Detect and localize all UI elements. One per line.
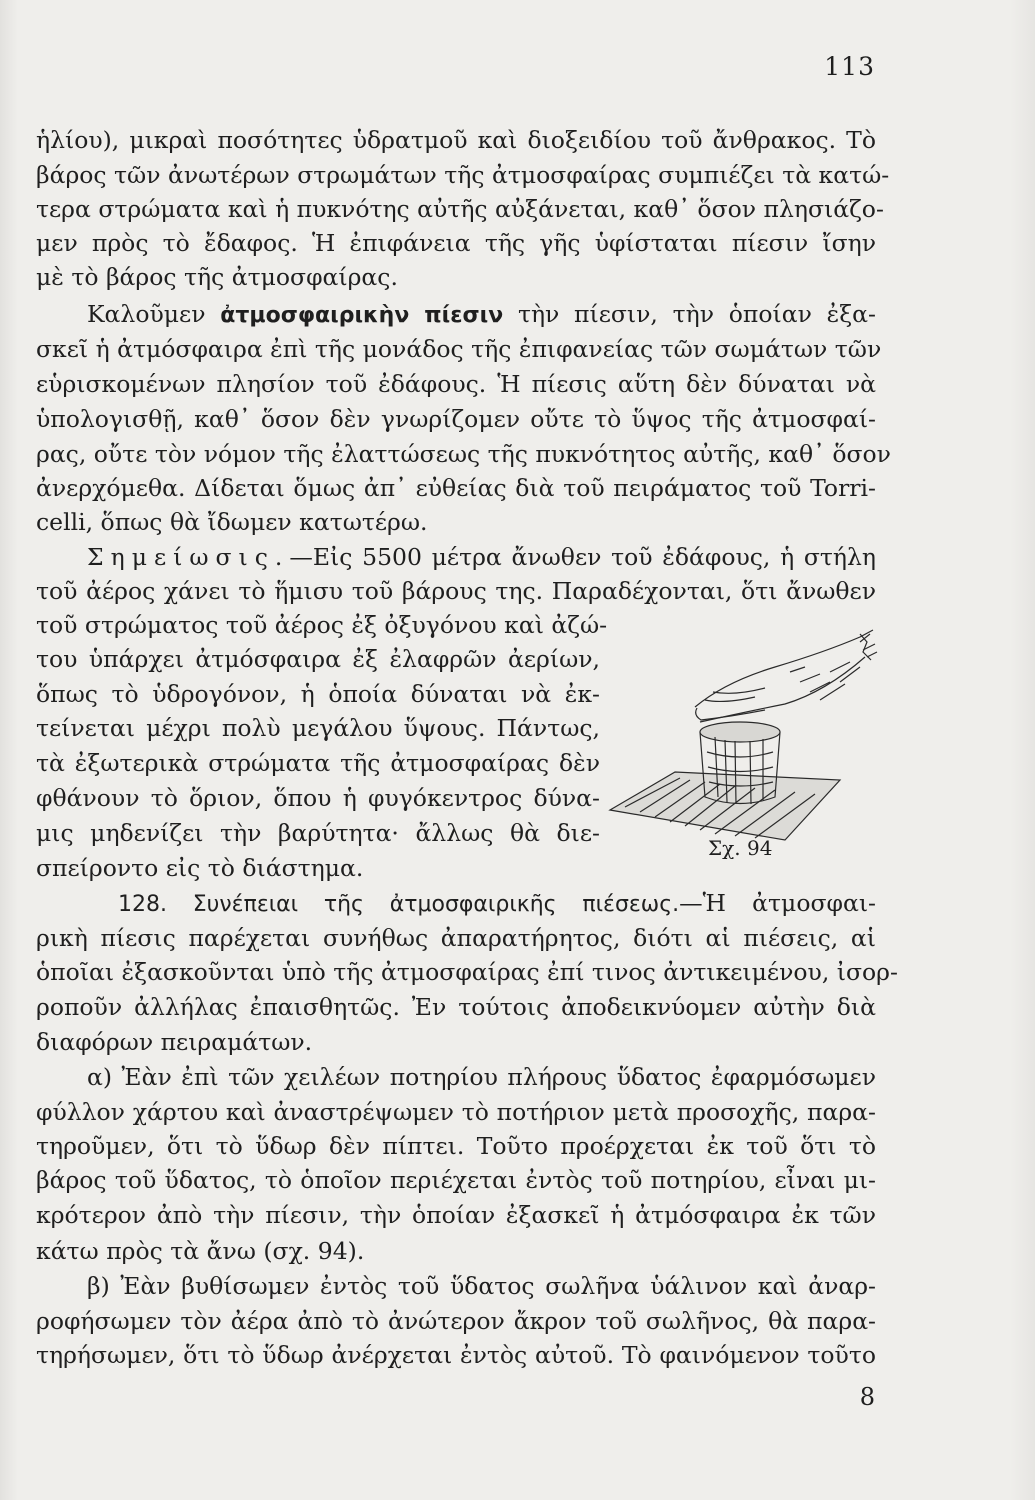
note-label: Σημείωσις.	[87, 543, 290, 571]
text-line: διαφόρων πειραμάτων.	[36, 1028, 313, 1056]
text-run: —Ἡ ἀτμοσφαι-	[679, 889, 876, 917]
text-line: τείνεται μέχρι πολὺ μεγάλου ὕψους. Πάντως,	[36, 714, 600, 742]
page-number: 113	[824, 52, 875, 81]
text-line: τοῦ στρώματος τοῦ ἀέρος ἐξ ὀξυγόνου καὶ ἀζώ-	[36, 611, 608, 639]
text-line: κρότερον ἀπὸ τὴν πίεσιν, τὴν ὁποίαν ἐξασκεῖ ἡ ἀτμόσφαιρα ἐκ τῶν	[36, 1201, 876, 1229]
text-line-with-term	[87, 299, 876, 331]
signature-mark: 8	[859, 1383, 875, 1411]
text-line: μις μηδενίζει τὴν βαρύτητα· ἄλλως θὰ διε-	[36, 819, 600, 847]
glass-illustration	[605, 612, 885, 862]
figure-caption: Σχ. 94	[708, 836, 773, 860]
text-run: Καλοῦμεν	[87, 300, 206, 328]
figure-glass-with-paper	[605, 612, 885, 862]
note-line	[87, 542, 876, 572]
text-line: βάρος τῶν ἀνωτέρων στρωμάτων τῆς ἀτμοσφαίρας συμπιέζει τὰ κατώ-	[36, 161, 890, 189]
text-line: τοῦ ἀέρος χάνει τὸ ἥμισυ τοῦ βάρους της. Παραδέχονται, ὅτι ἄνωθεν	[36, 577, 876, 605]
text-line: ὅπως τὸ ὑδρογόνον, ἡ ὁποία δύναται νὰ ἐκ-	[36, 680, 600, 708]
text-line: φθάνουν τὸ ὅριον, ὅπου ἡ φυγόκεντρος δύνα-	[36, 784, 600, 812]
text-line: τὰ ἐξωτερικὰ στρώματα τῆς ἀτμοσφαίρας δὲν	[36, 749, 600, 777]
text-line: ρικὴ πίεσις παρέχεται συνήθως ἀπαρατήρητος, διότι αἱ πιέσεις, αἱ	[36, 924, 876, 952]
text-line: celli, ὅπως θὰ ἴδωμεν κατωτέρω.	[36, 508, 428, 536]
text-line: εὑρισκομένων πλησίον τοῦ ἐδάφους. Ἡ πίεσις αὕτη δὲν δύναται νὰ	[36, 370, 876, 398]
text-line: σπείροντο εἰς τὸ διάστημα.	[36, 854, 364, 882]
text-line: α) Ἐὰν ἐπὶ τῶν χειλέων ποτηρίου πλήρους ὕδατος ἐφαρμόσωμεν	[87, 1063, 876, 1091]
section-heading-line	[118, 888, 876, 920]
text-line: ὁποῖαι ἐξασκοῦνται ὑπὸ τῆς ἀτμοσφαίρας ἐπί τινος ἀντικειμένου, ἰσορ-	[36, 958, 898, 986]
text-run: τὴν πίεσιν, τὴν ὁποίαν ἐξα-	[517, 300, 876, 328]
text-line: ροποῦν ἀλλήλας ἐπαισθητῶς. Ἐν τούτοις ἀποδεικνύομεν αὐτὴν διὰ	[36, 993, 876, 1021]
text-line: ροφήσωμεν τὸν ἀέρα ἀπὸ τὸ ἀνώτερον ἄκρον τοῦ σωλῆνος, θὰ παρα-	[36, 1307, 876, 1335]
text-line: του ὑπάρχει ἀτμόσφαιρα ἐξ ἐλαφρῶν ἀερίων,	[36, 645, 600, 673]
text-run: —Εἰς 5500 μέτρα ἄνωθεν τοῦ ἐδάφους, ἡ στήλη	[289, 543, 876, 571]
text-line: φύλλον χάρτου καὶ ἀναστρέψωμεν τὸ ποτήριον μετὰ προσοχῆς, παρα-	[36, 1098, 876, 1126]
text-line: β) Ἐὰν βυθίσωμεν ἐντὸς τοῦ ὕδατος σωλῆνα ὑάλινον καὶ ἀναρ-	[87, 1272, 876, 1300]
text-line: τερα στρώματα καὶ ἡ πυκνότης αὐτῆς αὐξάνεται, καθ᾽ ὅσον πλησιάζο-	[36, 195, 884, 223]
text-line: ἡλίου), μικραὶ ποσότητες ὑδρατμοῦ καὶ διοξειδίου τοῦ ἄνθρακος. Τὸ	[36, 126, 876, 154]
text-line: βάρος τοῦ ὕδατος, τὸ ὁποῖον περιέχεται ἐντὸς τοῦ ποτηρίου, εἶναι μι-	[36, 1166, 876, 1194]
text-line: ὑπολογισθῇ, καθ᾽ ὅσον δὲν γνωρίζομεν οὔτε τὸ ὕψος τῆς ἀτμοσφαί-	[36, 405, 876, 433]
defined-term: ἀτμοσφαιρικὴν πίεσιν	[220, 303, 504, 328]
text-line: ρας, οὔτε τὸν νόμον τῆς ἐλαττώσεως τῆς πυκνότητος αὐτῆς, καθ᾽ ὅσον	[36, 440, 891, 468]
text-line: μεν πρὸς τὸ ἔδαφος. Ἡ ἐπιφάνεια τῆς γῆς ὑφίσταται πίεσιν ἴσην	[36, 229, 876, 257]
text-line: σκεῖ ἡ ἀτμόσφαιρα ἐπὶ τῆς μονάδος τῆς ἐπιφανείας τῶν σωμάτων τῶν	[36, 335, 882, 363]
text-line: τηρήσωμεν, ὅτι τὸ ὕδωρ ἀνέρχεται ἐντὸς αὐτοῦ. Τὸ φαινόμενον τοῦτο	[36, 1341, 876, 1369]
section-heading: 128. Συνέπειαι τῆς ἀτμοσφαιρικῆς πιέσεως.	[118, 892, 680, 917]
text-line: κάτω πρὸς τὰ ἄνω (σχ. 94).	[36, 1237, 365, 1265]
text-line: μὲ τὸ βάρος τῆς ἀτμοσφαίρας.	[36, 263, 398, 291]
text-line: τηροῦμεν, ὅτι τὸ ὕδωρ δὲν πίπτει. Τοῦτο προέρχεται ἐκ τοῦ ὅτι τὸ	[36, 1132, 876, 1160]
text-line: ἀνερχόμεθα. Δίδεται ὅμως ἀπ᾽ εὐθείας διὰ τοῦ πειράματος τοῦ Torri-	[36, 474, 876, 502]
